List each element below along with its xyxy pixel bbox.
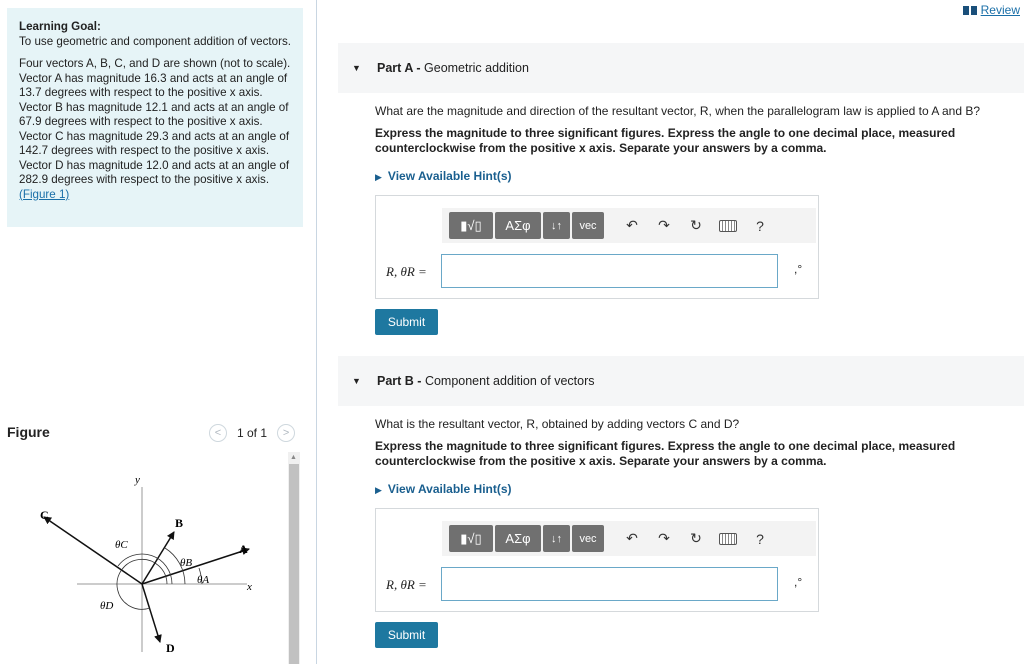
- x-axis-label: x: [247, 581, 252, 593]
- keyboard-icon[interactable]: [712, 533, 744, 545]
- part-b-hint-link[interactable]: ▶ View Available Hint(s): [375, 482, 512, 496]
- undo-icon[interactable]: ↶: [626, 217, 638, 233]
- part-a-instructions: Express the magnitude to three significant figures. Express the angle to one decimal place, measured counterclockwise from the positive x axis. Separate your answers by a comma.: [375, 126, 956, 155]
- undo-icon[interactable]: ↶: [626, 530, 638, 546]
- part-a-unit: ,°: [794, 262, 803, 276]
- prev-figure-button[interactable]: <: [209, 424, 227, 442]
- redo-icon[interactable]: ↷: [658, 530, 670, 546]
- review-icon: [963, 6, 977, 15]
- part-b-instructions: Express the magnitude to three significant figures. Express the angle to one decimal place, measured counterclockwise from the positive x axis. Separate your answers by a comma.: [375, 439, 956, 468]
- part-a-math-toolbar: [442, 208, 816, 243]
- vector-D-label: D: [166, 641, 175, 655]
- templates-button[interactable]: ▮√▯: [449, 212, 493, 239]
- part-b-question-block: [375, 417, 1005, 469]
- templates-button[interactable]: ▮√▯: [449, 525, 493, 552]
- vector-C-label: C: [40, 508, 49, 522]
- part-b-answer-box: [375, 508, 819, 612]
- reset-icon[interactable]: ↻: [690, 217, 702, 233]
- figure-page-count: 1 of 1: [237, 426, 268, 440]
- problem-description: Four vectors A, B, C, and D are shown (not to scale). Vector A has magnitude 16.3 and acts at an angle of 13.7 degrees with respect to the positive x axis. Vector B has magnitude 12.1 and acts at an angle of 67.9 degrees with respect to the positive x axis. Vector C has magnitude 29.3 and acts at an angle of 142.7 degrees with respect to the positive x axis. Vector D has magnitude 12.0 and acts at an angle of 282.9 degrees with respect to the positive x axis.(Figure 1): [19, 57, 291, 201]
- vector-A-label: A: [239, 542, 248, 556]
- review-link[interactable]: Review: [963, 3, 1020, 17]
- part-a-submit-button[interactable]: Submit: [375, 309, 438, 335]
- part-b-title: Component addition of vectors: [424, 374, 595, 388]
- part-b-label: Part B -: [377, 374, 422, 388]
- reset-icon[interactable]: ↻: [690, 530, 702, 546]
- part-b-unit: ,°: [794, 575, 803, 589]
- part-b-answer-label: R, θR =: [386, 577, 427, 592]
- y-axis-label: y: [135, 474, 140, 486]
- redo-icon[interactable]: ↷: [658, 217, 670, 233]
- expand-triangle-icon: ▶: [375, 172, 382, 182]
- theta-A-label: θA: [197, 574, 210, 586]
- scroll-up-icon[interactable]: ▲: [290, 454, 297, 461]
- part-b-answer-input[interactable]: [441, 567, 778, 601]
- next-figure-button[interactable]: >: [277, 424, 295, 442]
- figure-pager: [209, 424, 295, 442]
- vector-A: [142, 549, 249, 584]
- vector-figure: [7, 452, 287, 664]
- part-a-header[interactable]: [338, 43, 1024, 93]
- part-b-math-toolbar: [442, 521, 816, 556]
- learning-goal-text: To use geometric and component addition of vectors.: [19, 34, 291, 48]
- vector-button[interactable]: vec: [572, 212, 604, 239]
- help-icon[interactable]: ?: [756, 217, 764, 234]
- part-a-question: What are the magnitude and direction of the resultant vector, R, when the parallelogram law is applied to A and B?: [375, 104, 981, 118]
- learning-goal-box: [7, 8, 303, 227]
- vector-D: [142, 584, 160, 642]
- part-b-question: What is the resultant vector, R, obtained by adding vectors C and D?: [375, 417, 740, 431]
- vector-B: [142, 532, 174, 584]
- part-a-hint-link[interactable]: ▶ View Available Hint(s): [375, 169, 512, 183]
- part-a-answer-label: R, θR =: [386, 264, 427, 279]
- greek-symbols-button[interactable]: ΑΣφ: [495, 212, 541, 239]
- keyboard-icon[interactable]: [712, 220, 744, 232]
- collapse-triangle-icon[interactable]: ▼: [352, 63, 361, 73]
- part-a-label: Part A -: [377, 61, 421, 75]
- figure-scrollbar[interactable]: [288, 452, 300, 664]
- part-a-title: Geometric addition: [424, 61, 529, 75]
- part-a-question-block: [375, 104, 1005, 156]
- part-b-header[interactable]: [338, 356, 1024, 406]
- learning-goal-title: Learning Goal:: [19, 20, 101, 33]
- figure-link[interactable]: (Figure 1): [19, 187, 70, 201]
- part-a-answer-box: [375, 195, 819, 299]
- arrows-button[interactable]: ↓↑: [543, 212, 570, 239]
- vector-button[interactable]: vec: [572, 525, 604, 552]
- theta-C-label: θC: [115, 539, 128, 551]
- figure-title: Figure: [7, 424, 50, 440]
- vector-B-label: B: [175, 516, 184, 530]
- arrows-button[interactable]: ↓↑: [543, 525, 570, 552]
- greek-symbols-button[interactable]: ΑΣφ: [495, 525, 541, 552]
- theta-B-label: θB: [180, 557, 193, 569]
- scrollbar-thumb[interactable]: [289, 464, 299, 664]
- part-b-submit-button[interactable]: Submit: [375, 622, 438, 648]
- collapse-triangle-icon[interactable]: ▼: [352, 376, 361, 386]
- help-icon[interactable]: ?: [756, 530, 764, 547]
- theta-D-label: θD: [100, 600, 114, 612]
- left-panel: [0, 0, 317, 664]
- part-a-answer-input[interactable]: [441, 254, 778, 288]
- expand-triangle-icon: ▶: [375, 485, 382, 495]
